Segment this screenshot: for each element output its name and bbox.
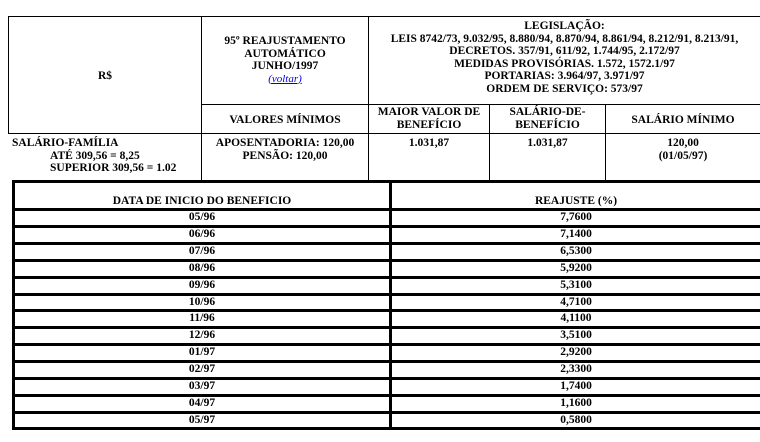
table-row [15,360,760,377]
portarias-text: PORTARIAS: 3.964/97, 3.971/97 [484,70,645,82]
aposentadoria-value: APOSENTADORIA: 120,00 [215,137,355,149]
row-pct: 2,3300 [560,363,592,376]
header-table [0,0,760,180]
row-pct: 0,5800 [560,413,592,426]
valores-minimos-values [202,137,368,162]
salario-familia-label: SALÁRIO-FAMÍLIA [12,137,119,149]
table-row [15,276,760,293]
title-block [202,35,368,85]
valores-minimos-header: VALORES MÍNIMOS [229,114,341,126]
table-row [15,242,760,259]
row-date: 02/97 [188,363,216,376]
border-row2 [201,104,760,105]
row-pct: 5,3100 [560,278,592,291]
row-pct: 4,7100 [560,295,592,308]
row-pct: 2,9200 [560,346,592,359]
border-top [8,16,760,17]
title-line2: AUTOMÁTICO [244,47,326,60]
pensao-value: PENSÃO: 120,00 [242,149,328,162]
row-date: 06/96 [188,227,216,240]
row-pct: 5,9200 [560,261,592,274]
maior-valor-header-l2: BENEFÍCIO [396,118,462,131]
salario-beneficio-header [490,106,605,131]
salario-minimo-header: SALÁRIO MÍNIMO [631,114,735,126]
back-link[interactable]: (voltar) [268,72,302,85]
row-date: 01/97 [188,346,216,359]
table-row [15,309,760,326]
table-row [15,225,760,242]
row-date: 08/96 [188,261,216,274]
table-row [15,326,760,343]
salario-familia-ate: ATÉ 309,56 = 8,25 [50,149,140,162]
salario-minimo-value [606,137,760,162]
salario-beneficio-header-l1: SALÁRIO-DE- [509,106,586,118]
row-date: 11/96 [189,312,215,325]
row-date: 05/97 [188,413,216,426]
reajuste-top-border [12,180,760,183]
row-pct: 6,5300 [560,244,592,257]
legislacao-block [369,20,760,95]
row-date: 09/96 [188,278,216,291]
row-date: 10/96 [188,295,216,308]
table-row [15,293,760,310]
row-pct: 7,1400 [560,227,592,240]
row-date: 07/96 [188,244,216,257]
row-pct: 1,7400 [560,380,592,392]
salario-familia-superior: SUPERIOR 309,56 = 1.02 [50,162,177,174]
maior-valor-header [369,106,489,131]
currency-label: R$ [97,70,113,82]
decretos-text: DECRETOS. 357/91, 611/92, 1.744/95, 2.172/97 [449,45,680,57]
table-row [15,208,760,225]
table-row [15,411,760,428]
legislacao-title: LEGISLAÇÃO: [524,20,605,32]
table-row [15,343,760,360]
col-pct-header: REAJUSTE (%) [534,195,618,207]
table-row [15,377,760,394]
salario-minimo-date: (01/05/97) [658,149,708,162]
border-mid [8,133,760,134]
row-date: 05/96 [188,211,216,223]
table-row [15,259,760,276]
salario-familia-block [12,137,200,175]
leis-text: LEIS 8742/73, 9.032/95, 8.880/94, 8.870/94, 8.861/94, 8.212/91, 8.213/91, [390,32,739,45]
title-line1: 95º REAJUSTAMENTO [224,35,346,47]
row-pct: 7,7600 [560,211,592,223]
salario-minimo-amount: 120,00 [667,137,699,149]
maior-valor-value: 1.031,87 [408,137,450,149]
row-pct: 4,1100 [560,312,592,325]
col-date-header: DATA DE INICIO DO BENEFICIO [112,195,292,207]
row-pct: 1,1600 [560,396,592,409]
row-date: 04/97 [188,396,216,409]
row-date: 12/96 [188,329,216,342]
ordem-text: ORDEM DE SERVIÇO: 573/97 [486,82,643,95]
maior-valor-header-l1: MAIOR VALOR DE [377,106,481,118]
medidas-text: MEDIDAS PROVISÓRIAS. 1.572, 1572.1/97 [454,57,675,70]
salario-beneficio-value: 1.031,87 [527,137,568,149]
salario-beneficio-header-l2: BENEFÍCIO [515,118,580,131]
row-date: 03/97 [188,380,216,392]
table-row [15,394,760,411]
row-pct: 3,5100 [560,329,592,342]
title-line3: JUNHO/1997 [251,60,319,72]
